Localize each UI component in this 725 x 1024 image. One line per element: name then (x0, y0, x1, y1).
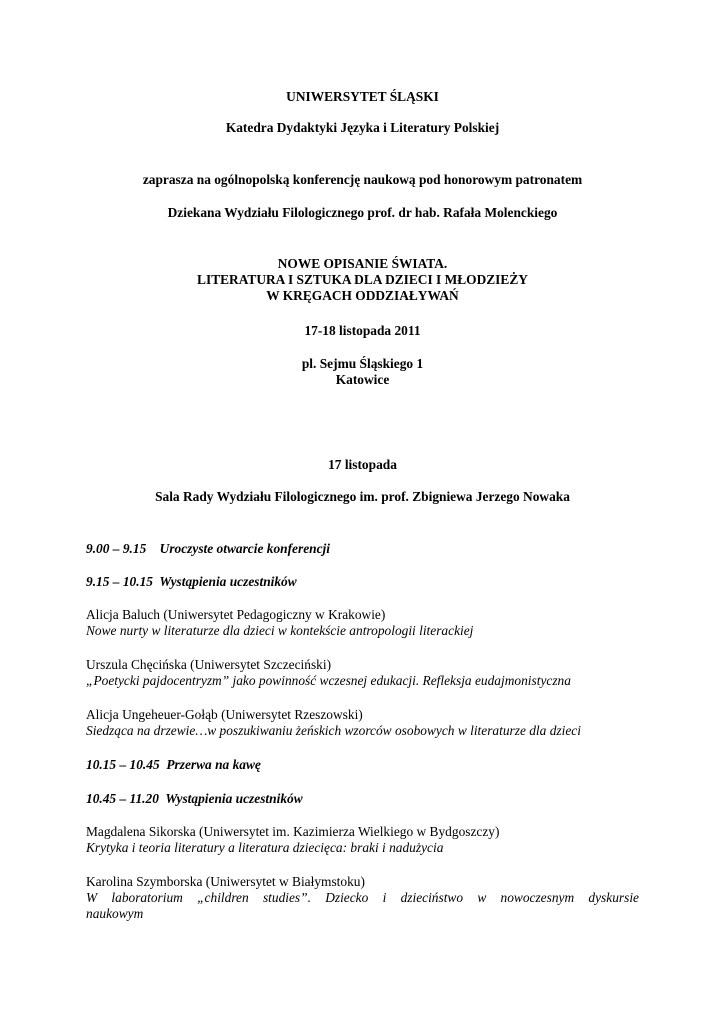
talk2-speaker: Urszula Chęcińska (Uniwersytet Szczeciński) (86, 657, 332, 672)
conference-title-line2: LITERATURA I SZTUKA DLA DZIECI I MŁODZIEŻY (197, 272, 528, 287)
conference-dates: 17-18 listopada 2011 (304, 323, 421, 338)
talk5-title-line2: naukowym (86, 906, 144, 921)
program-break: 10.15 – 10.45 Przerwa na kawę (86, 757, 261, 772)
day-venue: Sala Rady Wydziału Filologicznego im. prof. Zbigniewa Jerzego Nowaka (155, 489, 570, 504)
talk5-speaker: Karolina Szymborska (Uniwersytet w Białymstoku) (86, 874, 365, 889)
program-opening: 9.00 – 9.15 Uroczyste otwarcie konferencji (86, 541, 330, 556)
talk4-speaker: Magdalena Sikorska (Uniwersytet im. Kazimierza Wielkiego w Bydgoszczy) (86, 824, 500, 839)
talk2-title: „Poetycki pajdocentryzm” jako powinność wczesnej edukacji. Refleksja eudajmonistyczna (86, 673, 571, 688)
conference-city: Katowice (335, 372, 390, 387)
department-name: Katedra Dydaktyki Języka i Literatury Polskiej (225, 120, 500, 135)
patron-line: Dziekana Wydziału Filologicznego prof. dr hab. Rafała Molenckiego (167, 205, 558, 220)
talk5-title-line1: W laboratorium „children studies”. Dziecko i dzieciństwo w nowoczesnym dyskursie (86, 890, 639, 905)
conference-title-line1: NOWE OPISANIE ŚWIATA. (277, 256, 448, 271)
talk3-speaker: Alicja Ungeheuer-Gołąb (Uniwersytet Rzeszowski) (86, 707, 363, 722)
talk4-title: Krytyka i teoria literatury a literatura dziecięca: braki i nadużycia (86, 840, 444, 855)
talk1-title: Nowe nurty w literaturze dla dzieci w kontekście antropologii literackiej (86, 623, 474, 638)
talk1-speaker: Alicja Baluch (Uniwersytet Pedagogiczny w Krakowie) (86, 607, 386, 622)
conference-title-line3: W KRĘGACH ODDZIAŁYWAŃ (266, 288, 459, 303)
talk3-title: Siedząca na drzewie…w poszukiwaniu żeńskich wzorców osobowych w literaturze dla dzieci (86, 723, 581, 738)
university-name: UNIWERSYTET ŚLĄSKI (286, 89, 439, 104)
day-date: 17 listopada (328, 457, 397, 472)
invitation-line: zaprasza na ogólnopolską konferencję naukową pod honorowym patronatem (142, 172, 583, 187)
program-session2: 10.45 – 11.20 Wystąpienia uczestników (86, 791, 303, 806)
conference-address: pl. Sejmu Śląskiego 1 (301, 356, 424, 371)
program-session1: 9.15 – 10.15 Wystąpienia uczestników (86, 574, 297, 589)
